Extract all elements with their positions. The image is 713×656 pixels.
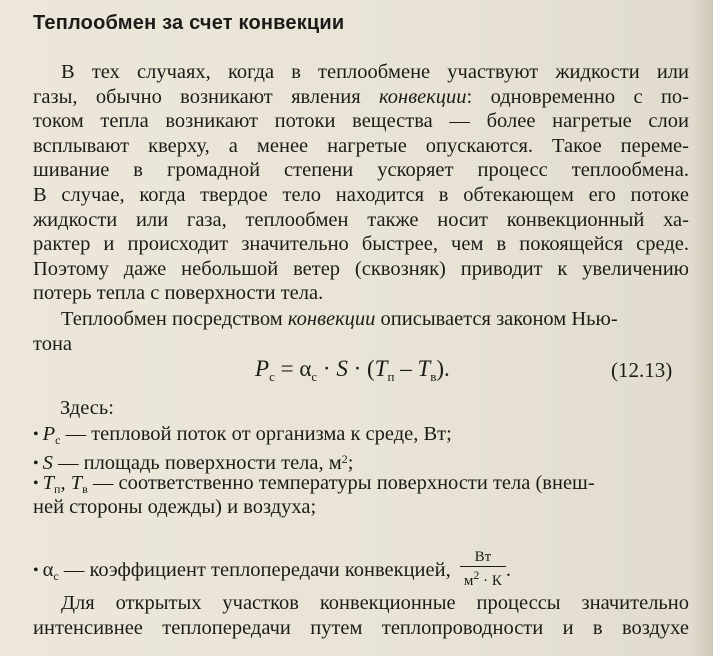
math-subscript: п: [54, 482, 61, 496]
text-line: тона: [33, 332, 73, 355]
definition-text: — тепловой поток от организма к среде, Вт;: [60, 423, 452, 445]
text-span: потерь тепла с поверхности тела.: [33, 282, 324, 305]
math-symbol: S: [42, 452, 53, 474]
section-heading: Теплообмен за счет конвекции: [33, 12, 345, 34]
definition-item-alpha: [33, 551, 689, 592]
formula-operator: –: [394, 356, 418, 381]
text-line: [33, 60, 689, 85]
list-item: [33, 472, 595, 494]
text-line: [33, 257, 689, 282]
formula-symbol: α: [299, 356, 312, 381]
text-span: В тех случаях, когда в теплообмене участвуют жидкости или: [61, 61, 689, 83]
definition-text: — соответственно температуры поверхности тела (внеш-: [87, 472, 595, 494]
formula-subscript: п: [387, 369, 395, 384]
paragraph-newton-law: [33, 307, 689, 356]
math-symbol: P: [42, 423, 56, 445]
formula-symbol: S: [336, 356, 348, 381]
formula-symbol: T: [417, 356, 431, 381]
emphasis-term: конвекции: [287, 308, 376, 330]
math-subscript: с: [55, 433, 61, 447]
text-span: Теплообмен посредством: [61, 308, 288, 330]
definition-text: ней стороны одежды) и воздуха;: [33, 496, 317, 518]
math-symbol: α: [42, 559, 54, 582]
emphasis-term: конвекции: [378, 85, 467, 108]
text-span: шивание в громадной степени ускоряет процесс теплообмена.: [33, 159, 689, 182]
formula-subscript: в: [430, 369, 437, 384]
formula-operator: =: [274, 356, 300, 381]
definition-text: — коэффициент теплопередачи конвекцией,: [58, 559, 456, 582]
text-span: описывается законом Нью-: [375, 308, 618, 330]
page-edge-shadow: [691, 0, 713, 656]
text-span: током тепла возникают потоки вещества — более нагретые слои: [33, 110, 689, 133]
math-symbol: T: [42, 472, 55, 494]
text-line: Для открытых участков конвекционные процессы значительно: [61, 592, 689, 614]
text-span: В случае, когда твердое тело находится в обтекающем его потоке: [33, 183, 689, 206]
text-line: [33, 281, 689, 306]
list-item: [33, 423, 452, 445]
fraction-numerator: Вт: [460, 549, 506, 567]
math-symbol: T: [70, 472, 83, 494]
text-span: : одновременно с по-: [466, 85, 690, 108]
definition-text: — площадь поверхности тела, м: [52, 452, 342, 474]
bullet-icon: •: [33, 426, 39, 443]
text-line: [33, 307, 689, 332]
text-line: [33, 85, 689, 110]
fraction-denominator: [460, 567, 506, 590]
formula-operator: ).: [436, 356, 450, 381]
formula-subscript: с: [269, 369, 275, 384]
here-label: Здесь:: [60, 397, 114, 419]
text-span: жидкости или газа, теплообмен также носит конвекционный ха-: [33, 208, 689, 231]
text-line: [33, 208, 689, 233]
paragraph-convection-intro: [33, 60, 689, 306]
text-line: [33, 232, 689, 257]
punctuation: ;: [347, 452, 354, 474]
formula-operator: · (: [347, 356, 375, 381]
list-item: [33, 549, 511, 589]
punctuation: ,: [60, 472, 71, 494]
punctuation: .: [505, 559, 511, 582]
text-line: [33, 134, 689, 159]
newton-formula: [255, 356, 450, 385]
equation-number: (12.13): [611, 358, 673, 382]
text-line: [33, 183, 689, 208]
formula-operator: ·: [317, 356, 337, 381]
text-span: рактер и происходит значительно быстрее, чем в покоящейся среде.: [33, 233, 689, 256]
text-span: газы, обычно возникают явления: [33, 85, 379, 108]
text-line: [33, 109, 689, 134]
unit-fraction: [460, 549, 506, 590]
bullet-icon: •: [33, 562, 39, 580]
unit-superscript: 2: [473, 568, 480, 582]
bullet-icon: •: [33, 455, 39, 472]
math-subscript: с: [53, 569, 59, 584]
unit-text: м: [463, 573, 474, 589]
formula-symbol: T: [374, 356, 388, 381]
bullet-icon: •: [33, 475, 39, 492]
math-superscript: 2: [341, 452, 348, 466]
formula-symbol: P: [255, 356, 270, 381]
definition-item-temperatures-cont: [33, 495, 689, 520]
paragraph-open-areas: [33, 591, 689, 640]
formula-subscript: с: [311, 369, 318, 384]
text-span: всплывают кверху, а менее нагретые опускаются. Такое переме-: [33, 134, 689, 157]
math-subscript: в: [82, 482, 88, 496]
text-span: Поэтому даже небольшой ветер (сквозняк) приводит к увеличению: [33, 257, 689, 280]
text-line: [33, 158, 689, 183]
unit-text: · К: [479, 573, 502, 589]
text-line: интенсивнее теплопередачи путем теплопроводности и в воздухе: [33, 616, 689, 639]
